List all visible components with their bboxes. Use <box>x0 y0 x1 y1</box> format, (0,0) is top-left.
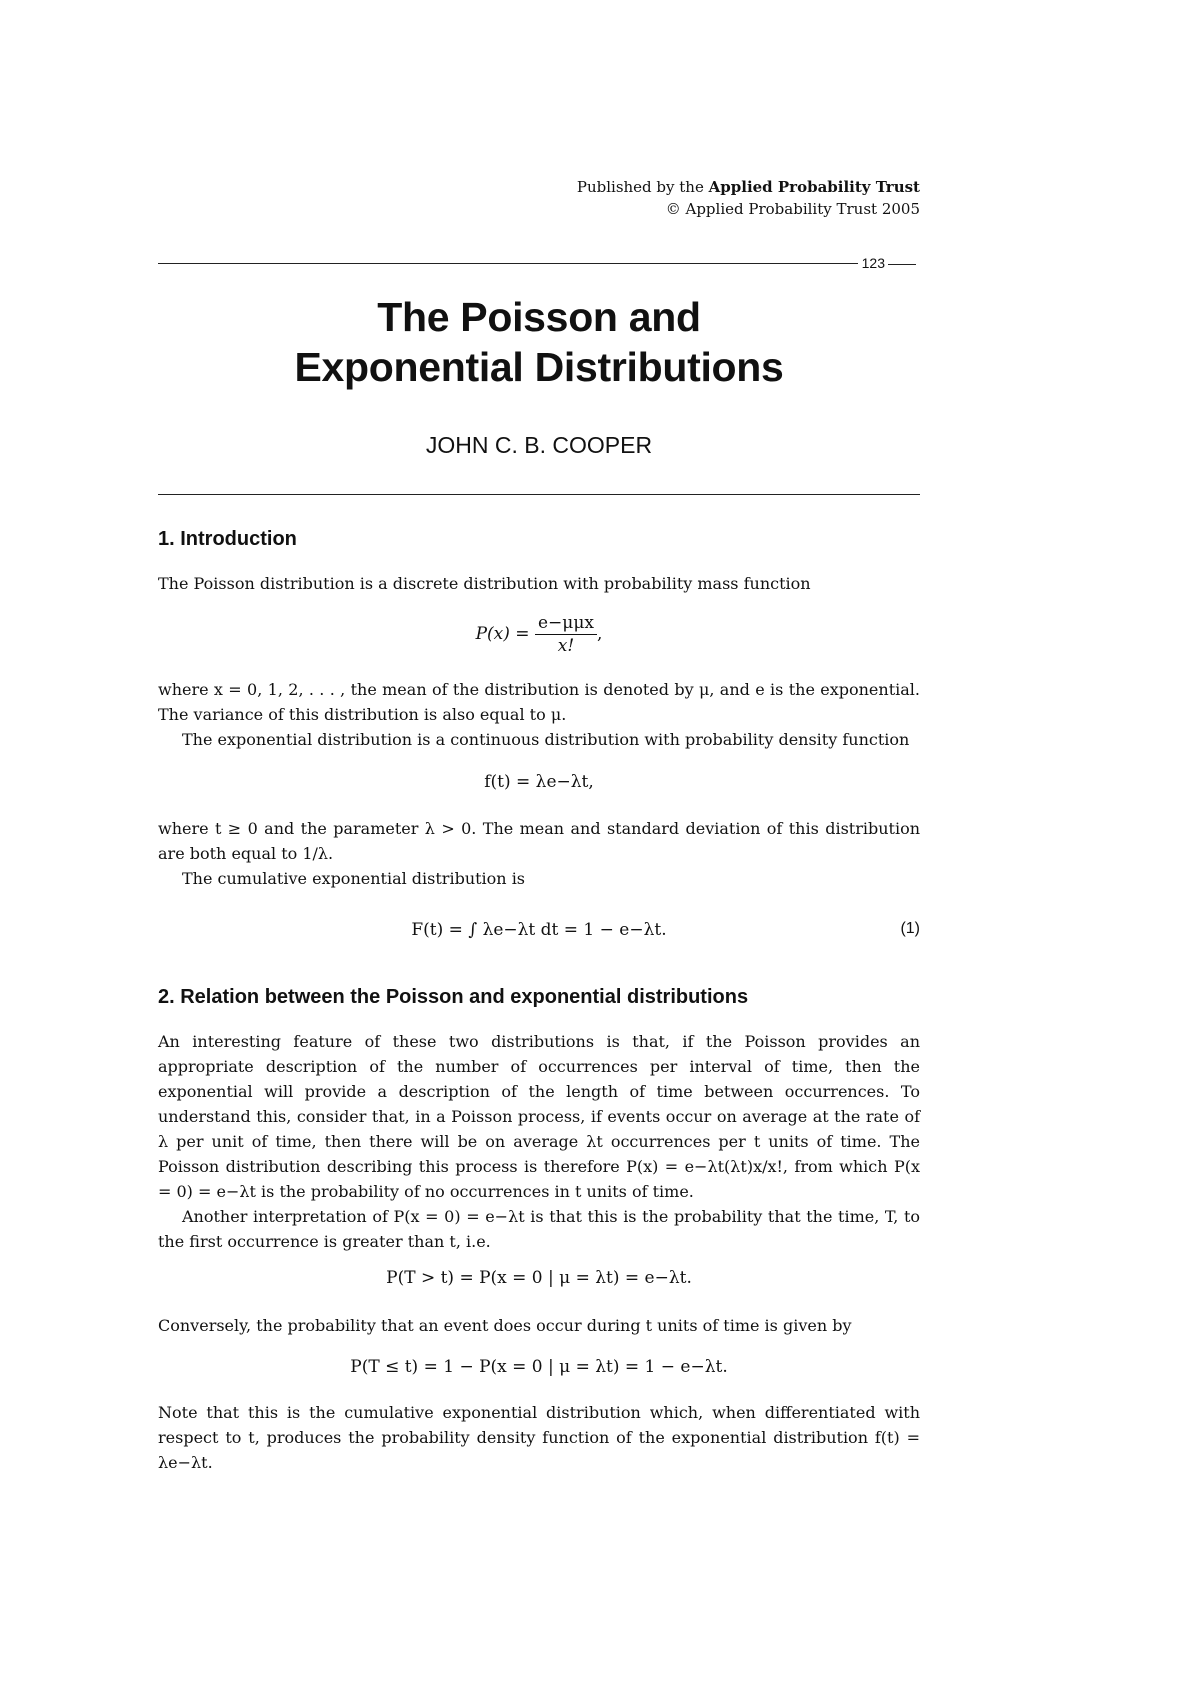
paper-title <box>158 292 920 392</box>
publisher-name: Applied Probability Trust <box>708 178 920 196</box>
published-by-line <box>577 176 920 198</box>
page-number-text: 123 <box>861 255 885 271</box>
copyright-line: © Applied Probability Trust 2005 <box>665 200 920 218</box>
publisher-info <box>577 176 920 220</box>
header-rule <box>158 263 920 264</box>
paragraph-text: An interesting feature of these two distributions is that, if the Poisson provides an appropriate description of the number of occurrences per interval of time, then the exponential will provide a description of the length of time between occurrences. To understand this, consider that, in a Poisson process, if events occur on average at the rate of λ per unit of time, then there will be on average λt occurrences per t units of time. The Poisson distribution describing this process is therefore P(x) = e−λt(λt)x/x!, from which P(x = 0) = e−λt is the probability of no occurrences in t units of time. <box>158 1032 920 1201</box>
eq-pmf-denominator: x! <box>557 636 575 656</box>
eq-pmf-numerator: e−μμx <box>535 612 597 635</box>
equation-pmf: P(x) = $\frac{\text{e−μμx}}{x!}$ , <box>475 613 603 656</box>
paragraph-text: Another interpretation of P(x = 0) = e−λt is that this is the probability that the time, T, to the first occurrence is greater than t, i.e. <box>158 1207 920 1251</box>
title-line-2: Exponential Distributions <box>294 344 784 390</box>
equation-survival: P(T > t) = P(x = 0 | μ = λt) = e−λt. <box>386 1268 692 1288</box>
paragraph-text: where x = 0, 1, 2, . . . , the mean of the distribution is denoted by μ, and e is the exponential. The variance of this distribution is also equal to μ. <box>158 680 920 724</box>
title-rule <box>158 494 920 495</box>
section-1-paragraph-3 <box>158 816 920 891</box>
paragraph-text: The cumulative exponential distribution is <box>182 869 526 888</box>
eq-pmf-fraction <box>535 612 597 657</box>
equation-cumulative: P(T ≤ t) = 1 − P(x = 0 | μ = λt) = 1 − e−λt. <box>350 1357 728 1377</box>
eq-pmf-lhs: P(x) = <box>475 624 530 644</box>
published-by-prefix: Published by the <box>576 178 704 196</box>
section-1-paragraph-1 <box>158 571 920 596</box>
section-2-paragraph-3 <box>158 1400 920 1475</box>
paragraph-text: Conversely, the probability that an event does occur during t units of time is given by <box>158 1316 852 1335</box>
equation-pdf: f(t) = λe−λt, <box>484 772 594 792</box>
paper-page <box>158 0 920 1698</box>
paragraph-text: The exponential distribution is a continuous distribution with probability density function <box>182 730 910 749</box>
section-2-paragraph-2 <box>158 1313 920 1338</box>
equation-cdf: F(t) = ∫ λe−λt dt = 1 − e−λt. <box>411 920 667 940</box>
section-2-paragraph-1 <box>158 1029 920 1254</box>
paragraph-text: The Poisson distribution is a discrete distribution with probability mass function <box>158 574 811 593</box>
title-line-1: The Poisson and <box>377 294 701 340</box>
paragraph-text: Note that this is the cumulative exponential distribution which, when differentiated with respect to t, produces the probability density function of the exponential distribution f(t) = λe−λt. <box>158 1403 920 1472</box>
section-1-paragraph-2 <box>158 677 920 752</box>
author-name: JOHN C. B. COOPER <box>425 432 653 458</box>
paragraph-text: where t ≥ 0 and the parameter λ > 0. The mean and standard deviation of this distribution are both equal to 1/λ. <box>158 819 920 863</box>
section-2-heading: 2. Relation between the Poisson and exponential distributions <box>158 986 749 1008</box>
section-1-heading: 1. Introduction <box>158 528 297 550</box>
equation-number: (1) <box>900 920 920 937</box>
page-number <box>858 255 920 271</box>
